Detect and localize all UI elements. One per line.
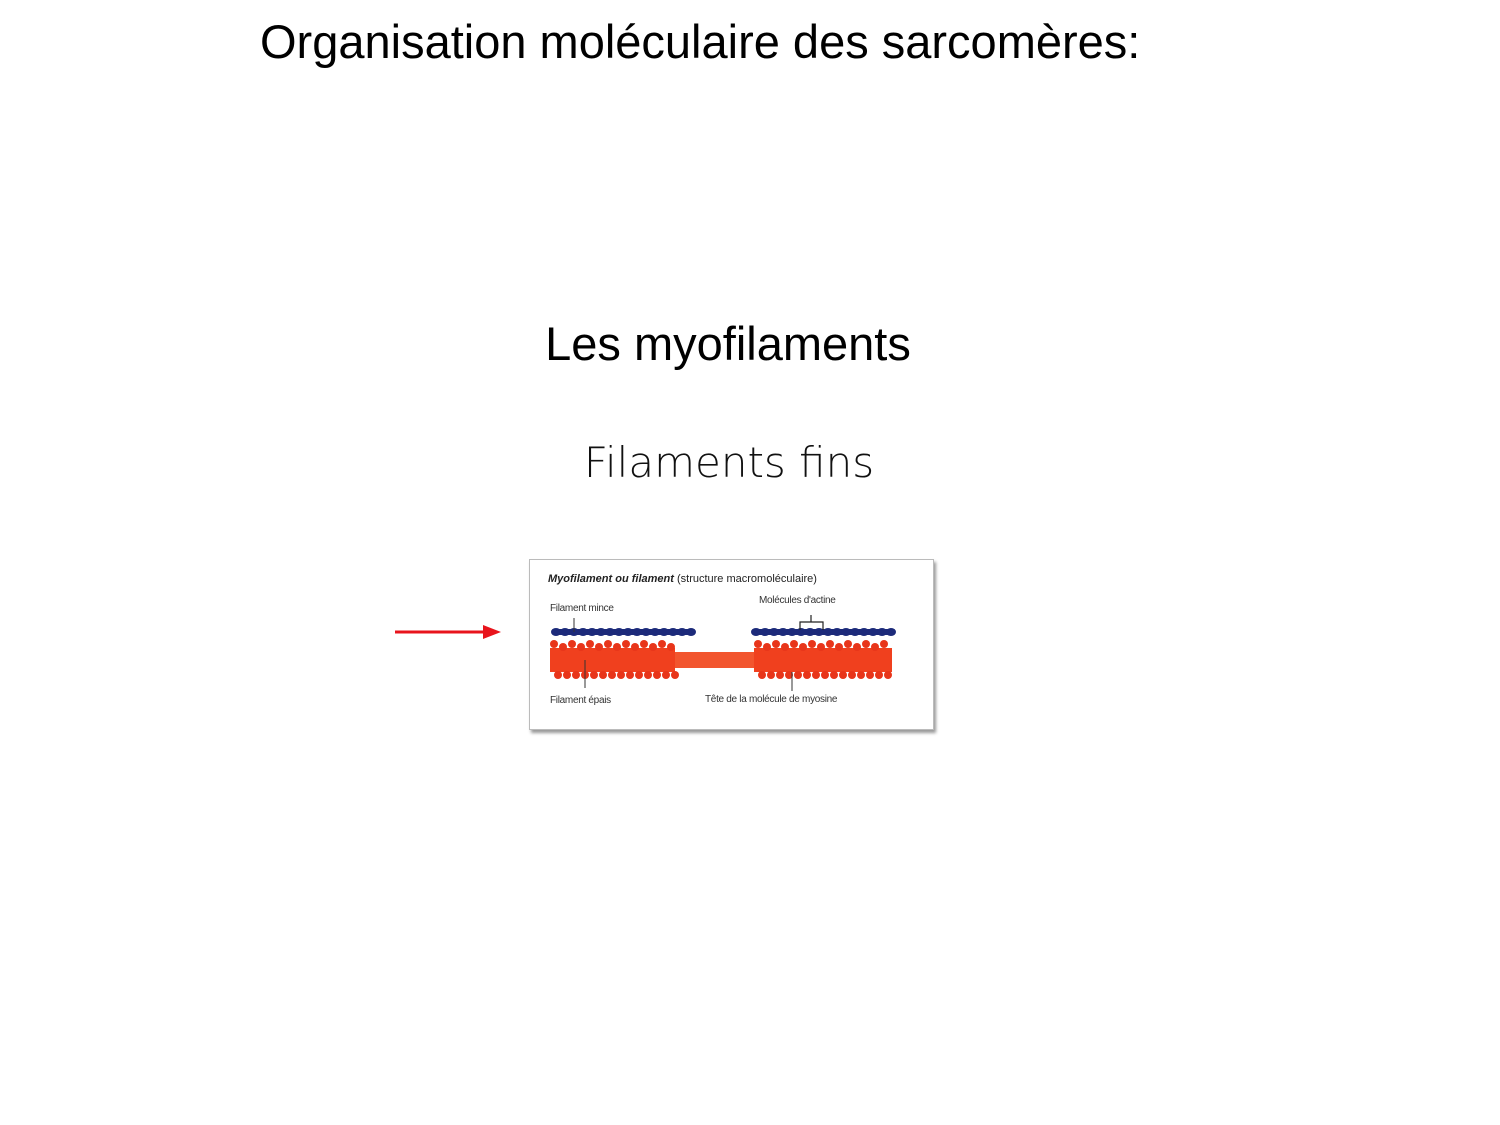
myosin-head — [866, 671, 874, 679]
myosin-head — [550, 640, 558, 648]
actin-molecule — [886, 628, 896, 636]
actin-molecule — [668, 628, 678, 636]
actin-molecule — [614, 628, 624, 636]
slide-subtitle: Les myofilaments — [545, 317, 911, 370]
myosin-head — [808, 640, 816, 648]
myosin-head — [568, 640, 576, 648]
actin-molecule — [677, 628, 687, 636]
actin-molecule — [850, 628, 860, 636]
actin-molecule — [787, 628, 797, 636]
myosin-head — [848, 671, 856, 679]
myosin-head — [572, 671, 580, 679]
actin-molecule — [760, 628, 770, 636]
myosin-head — [884, 671, 892, 679]
actin-filaments — [551, 628, 896, 636]
actin-molecule — [823, 628, 833, 636]
actin-molecule — [641, 628, 651, 636]
myosin-head — [812, 671, 820, 679]
myosin-head — [590, 671, 598, 679]
myosin-head — [640, 640, 648, 648]
myofilament-figure — [529, 559, 934, 730]
myosin-head — [871, 643, 879, 651]
myosin-head — [644, 671, 652, 679]
myosin-head — [763, 643, 771, 651]
actin-molecule — [832, 628, 842, 636]
myosin-head — [653, 671, 661, 679]
myosin-head — [577, 643, 585, 651]
myosin-head — [839, 671, 847, 679]
myosin-head — [772, 640, 780, 648]
actin-molecule — [605, 628, 615, 636]
label-thin-filament: Filament mince — [550, 603, 614, 614]
actin-molecule — [769, 628, 779, 636]
myosin-head — [835, 643, 843, 651]
myosin-head — [776, 671, 784, 679]
myosin-head — [626, 671, 634, 679]
myosin-head — [862, 640, 870, 648]
myosin-head — [649, 643, 657, 651]
myosin-head — [613, 643, 621, 651]
myosin-head — [758, 671, 766, 679]
myosin-head — [631, 643, 639, 651]
myosin-head — [875, 671, 883, 679]
thick-filament-segment — [754, 648, 892, 672]
myosin-head — [821, 671, 829, 679]
actin-molecule — [751, 628, 761, 636]
label-thick-filament: Filament épais — [550, 695, 611, 706]
actin-molecule — [560, 628, 570, 636]
actin-molecule — [587, 628, 597, 636]
actin-molecule — [686, 628, 696, 636]
label-myosin-head: Tête de la molécule de myosine — [705, 694, 838, 705]
myosin-head — [880, 640, 888, 648]
thick-filament-core — [670, 652, 760, 668]
myosin-head — [563, 671, 571, 679]
myosin-head — [754, 640, 762, 648]
actin-molecule — [650, 628, 660, 636]
myosin-head — [658, 640, 666, 648]
thick-filament-segment — [550, 648, 675, 672]
figure-title-bold: Myofilament ou filament — [548, 573, 674, 585]
actin-molecule — [596, 628, 606, 636]
actin-molecule — [551, 628, 561, 636]
actin-molecule — [659, 628, 669, 636]
myosin-head — [857, 671, 865, 679]
myosin-head — [830, 671, 838, 679]
myosin-head — [853, 643, 861, 651]
section-heading: Filaments fins — [583, 438, 875, 487]
myosin-head — [622, 640, 630, 648]
myosin-head — [667, 643, 675, 651]
myosin-head — [844, 640, 852, 648]
actin-molecule — [632, 628, 642, 636]
myosin-head — [604, 640, 612, 648]
myosin-head — [671, 671, 679, 679]
myosin-head — [826, 640, 834, 648]
myosin-head — [781, 643, 789, 651]
myosin-head — [617, 671, 625, 679]
myosin-head — [662, 671, 670, 679]
myosin-head — [635, 671, 643, 679]
actin-molecule — [778, 628, 788, 636]
myosin-head — [817, 643, 825, 651]
pointer-arrow-icon — [395, 622, 505, 642]
actin-bracket — [800, 615, 823, 630]
myosin-head — [799, 643, 807, 651]
figure-title-rest: (structure macromoléculaire) — [676, 573, 817, 585]
actin-molecule — [578, 628, 588, 636]
actin-molecule — [859, 628, 869, 636]
myosin-head — [767, 671, 775, 679]
myosin-head — [559, 643, 567, 651]
myosin-head — [595, 643, 603, 651]
slide-title: Organisation moléculaire des sarcomères: — [260, 15, 1141, 68]
actin-molecule — [868, 628, 878, 636]
myosin-head — [608, 671, 616, 679]
myosin-head — [554, 671, 562, 679]
myosin-head — [803, 671, 811, 679]
actin-molecule — [841, 628, 851, 636]
label-actin: Molécules d'actine — [759, 595, 836, 606]
myosin-head — [790, 640, 798, 648]
myosin-head — [586, 640, 594, 648]
figure-title — [548, 573, 817, 585]
myosin-head — [794, 671, 802, 679]
myosin-head — [599, 671, 607, 679]
actin-molecule — [877, 628, 887, 636]
actin-molecule — [805, 628, 815, 636]
actin-molecule — [796, 628, 806, 636]
actin-molecule — [623, 628, 633, 636]
